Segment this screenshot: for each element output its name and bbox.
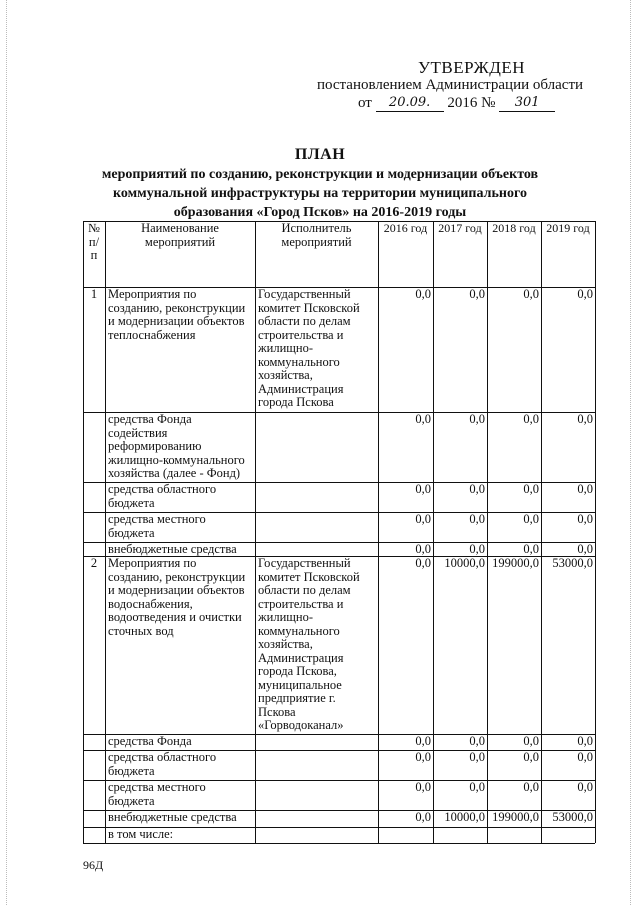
cell-executor [255, 734, 378, 750]
cell-name: в том числе: [108, 827, 174, 841]
table-row-line [83, 482, 595, 483]
cell-2016: 0,0 [415, 287, 431, 301]
table-row-line [83, 556, 595, 557]
header-2016: 2016 год [383, 221, 428, 235]
table-row-line [83, 810, 595, 811]
cell-num [83, 412, 105, 482]
cell-num: 2 [90, 556, 98, 570]
cell-2019: 0,0 [577, 750, 593, 764]
cell-2019: 0,0 [577, 542, 593, 556]
cell-name: внебюджетные средства [108, 542, 237, 556]
table-row-line [83, 412, 595, 413]
table-row-line [83, 287, 595, 288]
table-row-line [83, 734, 595, 735]
cell-name: средства областного бюджета [108, 482, 217, 510]
cell-2017: 0,0 [469, 412, 485, 426]
table-row-line [83, 827, 595, 828]
cell-2017 [433, 827, 487, 843]
cell-executor [255, 750, 378, 780]
cell-2018 [487, 827, 541, 843]
cell-executor [255, 512, 378, 542]
cell-2018: 0,0 [523, 412, 539, 426]
table-row-line [83, 843, 595, 844]
cell-2016: 0,0 [415, 542, 431, 556]
table-row-line [83, 221, 595, 222]
title-line-1: мероприятий по созданию, реконструкции и модернизации объектов [101, 167, 539, 182]
cell-2016: 0,0 [415, 512, 431, 526]
approval-from-label: от [358, 95, 372, 111]
cell-2018: 0,0 [523, 482, 539, 496]
cell-name: Мероприятия по созданию, реконструкции и модернизации объектов теплоснабжения [108, 287, 246, 342]
cell-2017: 10000,0 [444, 810, 485, 824]
cell-2016: 0,0 [415, 734, 431, 748]
table-column-line [433, 221, 434, 843]
table-column-line [255, 221, 256, 843]
cell-name: средства Фонда содействия реформированию жилищно-коммунального хозяйства (далее - Фонд) [108, 412, 245, 480]
table-column-line [378, 221, 379, 843]
approval-year-label: 2016 № [447, 95, 496, 111]
header-2017: 2017 год [438, 221, 482, 235]
cell-executor: Государственный комитет Псковской области по делам строительства и жилищно-коммунального хозяйства, Администрация города Пскова [258, 287, 360, 409]
cell-2017: 0,0 [469, 482, 485, 496]
cell-num [83, 734, 105, 750]
cell-2016: 0,0 [415, 556, 431, 570]
cell-2019: 53000,0 [552, 810, 593, 824]
cell-num [83, 512, 105, 542]
cell-2019: 0,0 [577, 512, 593, 526]
header-2018: 2018 год [492, 221, 536, 235]
cell-num [83, 780, 105, 810]
cell-executor [255, 542, 378, 556]
cell-num [83, 810, 105, 827]
handwritten-number: 301 [499, 95, 555, 112]
cell-2017: 10000,0 [444, 556, 485, 570]
cell-2019: 0,0 [577, 287, 593, 301]
cell-2019: 53000,0 [552, 556, 593, 570]
cell-2017: 0,0 [469, 780, 485, 794]
page-mark: 96Д [83, 858, 104, 872]
table-column-line [595, 221, 596, 843]
cell-2018: 0,0 [523, 512, 539, 526]
approval-decree-line: постановлением Администрации области [317, 77, 584, 93]
cell-num [83, 482, 105, 512]
cell-2018: 199000,0 [492, 810, 539, 824]
cell-2019 [541, 827, 595, 843]
table-row-line [83, 750, 595, 751]
cell-executor [255, 810, 378, 827]
cell-num [83, 542, 105, 556]
cell-2016 [378, 827, 433, 843]
cell-num [83, 827, 105, 843]
table-row-line [83, 542, 595, 543]
cell-2018: 0,0 [523, 287, 539, 301]
cell-2019: 0,0 [577, 482, 593, 496]
cell-name: средства местного бюджета [108, 780, 206, 808]
cell-name: средства местного бюджета [108, 512, 206, 540]
table-column-line [83, 221, 84, 843]
cell-executor: Государственный комитет Псковской области по делам строительства и жилищно-коммунального хозяйства, Администрация города Пскова, муниципальное предприятие г. Пскова «Горводоканал» [258, 556, 360, 732]
cell-executor [255, 827, 378, 843]
cell-2016: 0,0 [415, 810, 431, 824]
cell-2017: 0,0 [469, 542, 485, 556]
cell-2019: 0,0 [577, 780, 593, 794]
table-column-line [541, 221, 542, 843]
cell-2019: 0,0 [577, 734, 593, 748]
title-main: ПЛАН [294, 146, 346, 163]
header-num: № п/п [88, 221, 100, 262]
cell-executor [255, 412, 378, 482]
cell-name: средства Фонда [108, 734, 192, 748]
cell-2018: 0,0 [523, 734, 539, 748]
table-column-line [487, 221, 488, 843]
cell-executor [255, 482, 378, 512]
cell-2016: 0,0 [415, 412, 431, 426]
cell-executor [255, 780, 378, 810]
header-2019: 2019 год [546, 221, 590, 235]
table-column-line [105, 221, 106, 843]
cell-2018: 0,0 [523, 750, 539, 764]
cell-2017: 0,0 [469, 287, 485, 301]
cell-2019: 0,0 [577, 412, 593, 426]
header-name: Наименование мероприятий [141, 221, 219, 249]
header-executor: Исполнитель мероприятий [281, 221, 352, 249]
cell-2017: 0,0 [469, 734, 485, 748]
cell-2018: 199000,0 [492, 556, 539, 570]
cell-2017: 0,0 [469, 750, 485, 764]
cell-2016: 0,0 [415, 780, 431, 794]
handwritten-date: 20.09. [376, 95, 444, 112]
cell-2018: 0,0 [523, 780, 539, 794]
cell-2016: 0,0 [415, 482, 431, 496]
cell-num: 1 [90, 287, 98, 301]
title-line-3: образования «Город Псков» на 2016-2019 годы [173, 205, 467, 220]
cell-2017: 0,0 [469, 512, 485, 526]
table-row-line [83, 780, 595, 781]
cell-2018: 0,0 [523, 542, 539, 556]
title-line-2: коммунальной инфраструктуры на территории муниципального [113, 186, 527, 201]
cell-num [83, 750, 105, 780]
approval-heading: УТВЕРЖДЕН [418, 58, 525, 77]
cell-name: Мероприятия по созданию, реконструкции и модернизации объектов водоснабжения, водоотведения и очистки сточных вод [108, 556, 246, 638]
cell-name: средства областного бюджета [108, 750, 217, 778]
cell-2016: 0,0 [415, 750, 431, 764]
cell-name: внебюджетные средства [108, 810, 237, 824]
table-row-line [83, 512, 595, 513]
